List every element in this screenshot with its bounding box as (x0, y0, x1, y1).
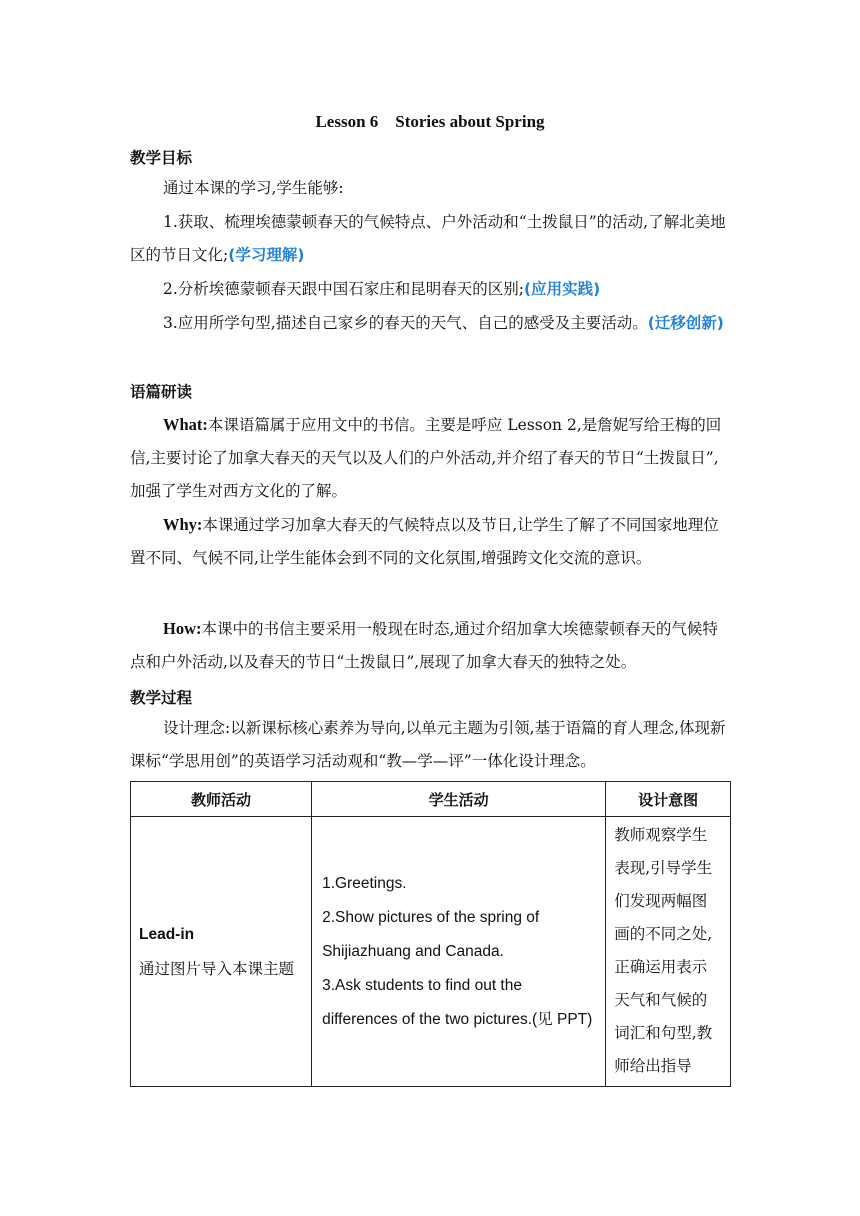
heading-teaching-objectives: 教学目标 (130, 149, 193, 167)
activity-item: 2.Show pictures of the spring of Shijiazhuang and Canada. (322, 908, 540, 960)
objectives-intro: 通过本课的学习,学生能够: (163, 179, 344, 197)
activity-item: 1.Greetings. (322, 874, 407, 892)
header-design-intent: 设计意图 (606, 782, 731, 817)
cell-student-activity (312, 817, 606, 1087)
objective-3-tag: (迁移创新) (647, 314, 724, 332)
design-concept: 设计理念:以新课标核心素养为导向,以单元主题为引领,基于语篇的育人理念,体现新课标“学思用创”的英语学习活动观和“教—学—评”一体化设计理念。 (130, 719, 726, 770)
lesson-plan-table (130, 781, 731, 1087)
how-label: How: (163, 619, 202, 638)
heading-teaching-process: 教学过程 (130, 689, 193, 707)
activity-item: 3.Ask students to find out the differences of the two pictures.(见 PPT) (322, 976, 593, 1028)
what-paragraph (130, 408, 730, 508)
header-student-activity: 学生活动 (312, 782, 606, 817)
why-label: Why: (163, 515, 203, 534)
objective-2 (130, 273, 730, 306)
objective-2-tag: (应用实践) (524, 280, 601, 298)
how-paragraph (130, 612, 730, 679)
cell-design-intent: 教师观察学生表现,引导学生们发现两幅图画的不同之处,正确运用表示天气和气候的词汇和句型,教师给出指导 (606, 817, 731, 1087)
stage-title: Lead-in (139, 925, 195, 943)
how-text: 本课中的书信主要采用一般现在时态,通过介绍加拿大埃德蒙顿春天的气候特点和户外活动,以及春天的节日“土拨鼠日”,展现了加拿大春天的独特之处。 (130, 620, 718, 671)
lesson-title: Lesson 6 Stories about Spring (315, 112, 545, 131)
what-label: What: (163, 415, 208, 434)
what-text: 本课语篇属于应用文中的书信。主要是呼应 Lesson 2,是詹妮写给王梅的回信,主要讨论了加拿大春天的天气以及人们的户外活动,并介绍了春天的节日“土拨鼠日”,加强了学生对西方文化的了解。 (130, 416, 722, 500)
objective-3 (130, 307, 730, 340)
cell-teacher-activity (131, 817, 312, 1087)
why-text: 本课通过学习加拿大春天的气候特点以及节日,让学生了解了不同国家地理位置不同、气候不同,让学生能体会到不同的文化氛围,增强跨文化交流的意识。 (130, 516, 719, 567)
heading-text-analysis: 语篇研读 (130, 383, 193, 401)
objective-1 (130, 206, 730, 272)
table-header-row (131, 782, 731, 817)
objective-1-text: 1.获取、梳理埃德蒙顿春天的气候特点、户外活动和“土拨鼠日”的活动,了解北美地区的节日文化; (130, 213, 726, 264)
why-paragraph (130, 508, 730, 575)
objective-2-text: 2.分析埃德蒙顿春天跟中国石家庄和昆明春天的区别; (163, 280, 525, 298)
table-row (131, 817, 731, 1087)
objective-3-text: 3.应用所学句型,描述自己家乡的春天的天气、自己的感受及主要活动。 (163, 314, 648, 332)
stage-description: 通过图片导入本课主题 (139, 959, 295, 978)
header-teacher-activity: 教师活动 (131, 782, 312, 817)
objective-1-tag: (学习理解) (228, 246, 305, 264)
